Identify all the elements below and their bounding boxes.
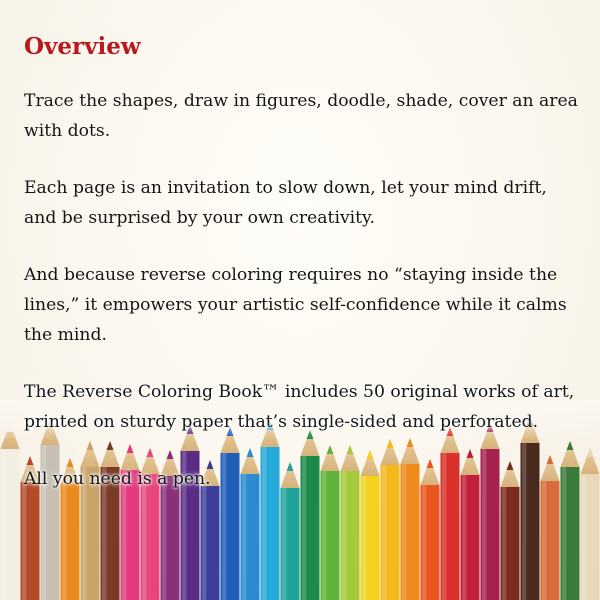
paragraph-trace-shapes: Trace the shapes, draw in figures, doodle, shade, cover an area with dots. xyxy=(24,91,578,141)
overview-content xyxy=(24,32,580,521)
paragraph-book-includes: The Reverse Coloring Book™ includes 50 original works of art, printed on sturdy paper that’s single-sided and perforated. xyxy=(24,382,575,432)
paragraph-all-you-need: All you need is a pen. xyxy=(24,469,211,489)
overview-heading: Overview xyxy=(24,33,141,60)
paragraph-invitation: Each page is an invitation to slow down, let your mind drift, and be surprised by your own creativity. xyxy=(24,178,547,228)
paragraph-reverse-coloring: And because reverse coloring requires no “staying inside the lines,” it empowers your artistic self-confidence while it calms the mind. xyxy=(24,265,567,345)
